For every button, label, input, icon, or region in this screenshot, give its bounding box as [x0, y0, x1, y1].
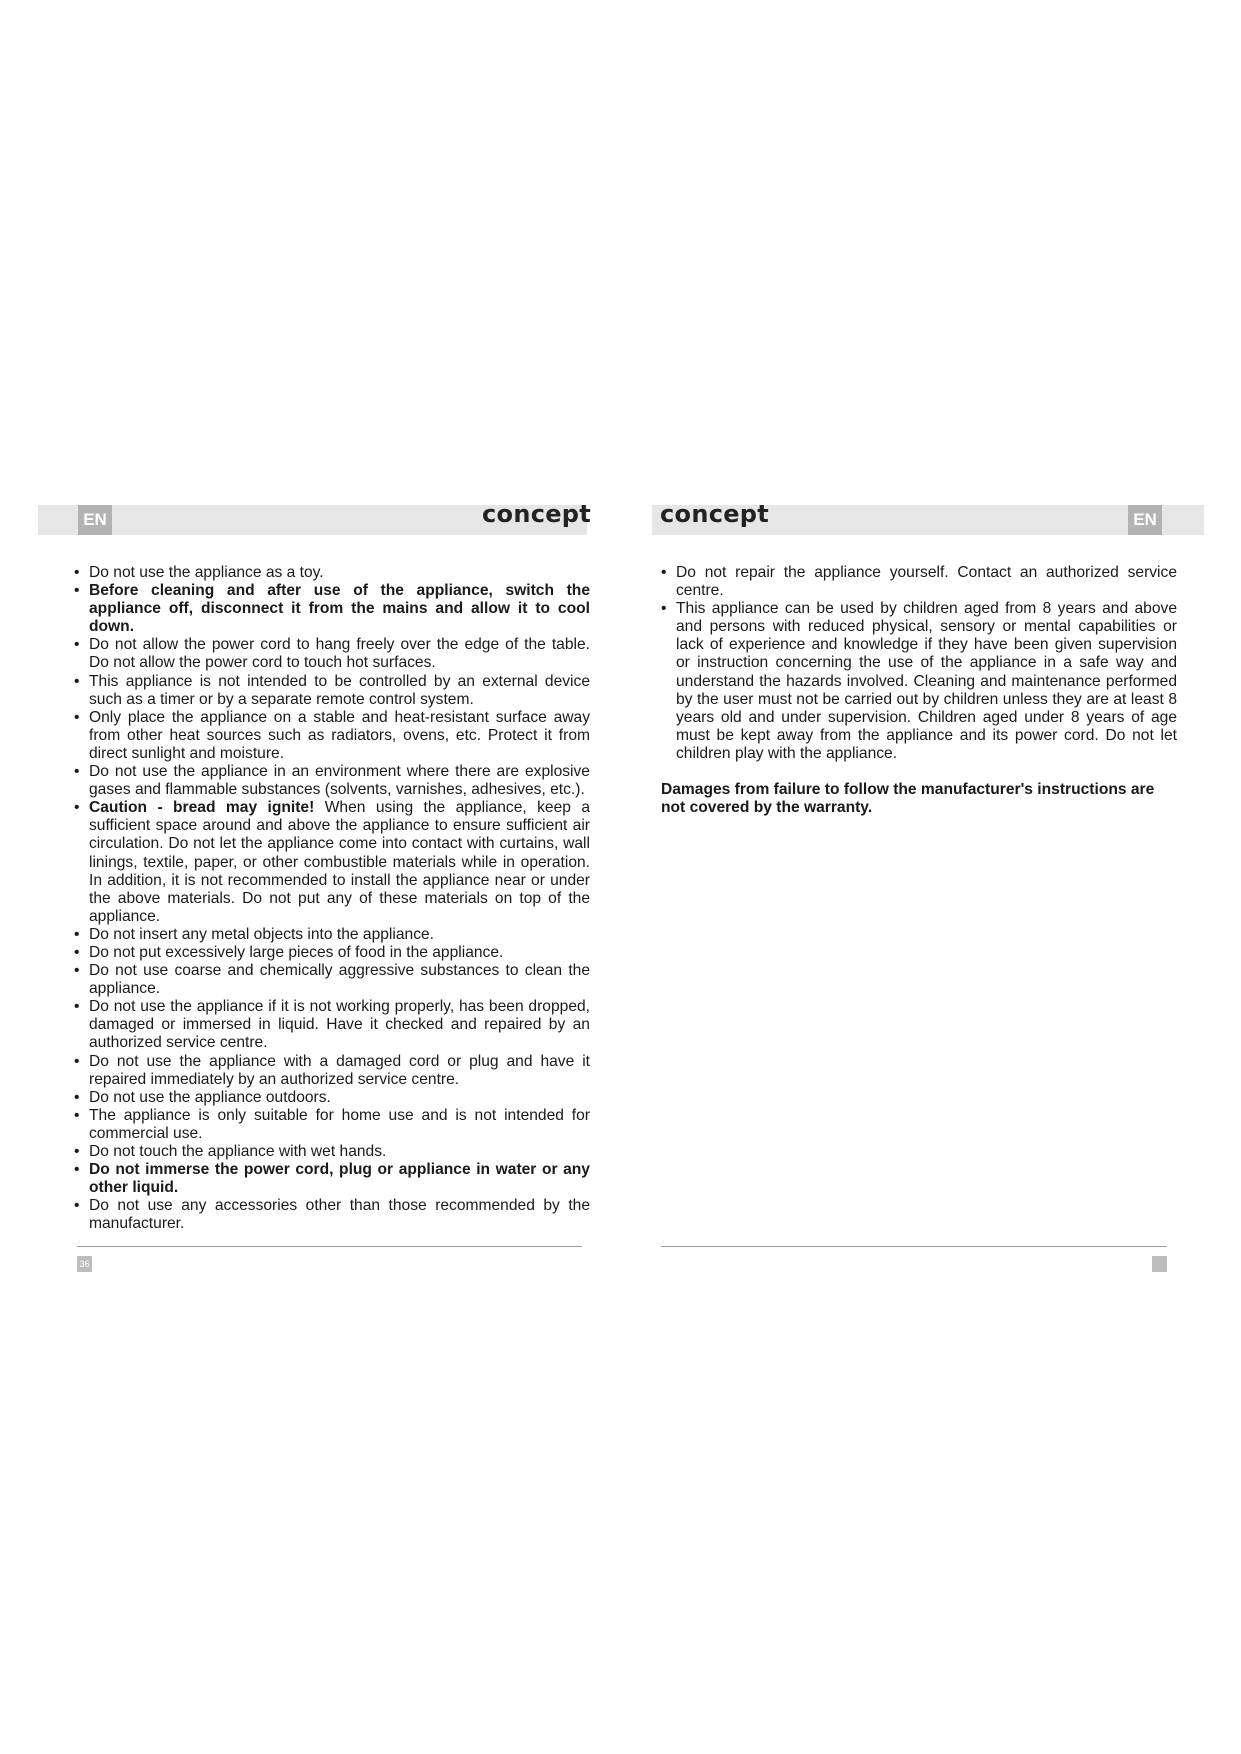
list-item — [74, 709, 590, 763]
item-text: Do not use the appliance if it is not working properly, has been dropped, damaged or immersed in liquid. Have it checked and repaired by an authorized service centre. — [89, 998, 590, 1052]
safety-list-right — [661, 564, 1177, 763]
footer-rule-right — [661, 1246, 1167, 1247]
item-text: Do not use the appliance in an environment where there are explosive gases and flammable substances (solvents, varnishes, adhesives, etc.). — [89, 763, 590, 799]
item-bold-text: Caution - bread may ignite! — [89, 799, 315, 817]
list-item — [661, 600, 1177, 763]
list-item — [661, 564, 1177, 600]
item-text: Do not use the appliance as a toy. — [89, 564, 324, 581]
item-text: Do not repair the appliance yourself. Contact an authorized service centre. — [676, 564, 1177, 600]
list-item — [74, 1089, 590, 1107]
list-item — [74, 1053, 590, 1089]
list-item — [74, 962, 590, 998]
list-item — [74, 998, 590, 1052]
item-text: Do not insert any metal objects into the appliance. — [89, 925, 434, 943]
list-item — [74, 582, 590, 636]
list-item — [74, 799, 590, 926]
item-text: Do not use the appliance outdoors. — [89, 1088, 331, 1106]
page-number-right — [1152, 1256, 1167, 1272]
brand-logo-right: concept — [660, 500, 770, 528]
list-item — [74, 1143, 590, 1161]
language-tag-left: EN — [78, 505, 112, 535]
item-text: This appliance is not intended to be controlled by an external device such as a timer or by a separate remote control system. — [89, 672, 590, 708]
safety-list-left — [74, 564, 590, 1233]
item-bold-text: Do not immerse the power cord, plug or appliance in water or any other liquid. — [89, 1161, 590, 1197]
warranty-notice: Damages from failure to follow the manufacturer's instructions are not covered by the warranty. — [661, 781, 1155, 817]
list-item — [74, 1161, 590, 1197]
item-text: When using the appliance, keep a sufficient space around and above the appliance to ensure sufficient air circulation. Do not let the appliance come into contact with curtains, wall linings, textile, paper, or other combustible materials while in operation. In addition, it is not recommended to install the appliance near or under the above materials. Do not put any of these materials on top of the appliance. — [89, 799, 590, 925]
list-item — [74, 1107, 590, 1143]
item-text: Do not use the appliance with a damaged cord or plug and have it repaired immediately by an authorized service centre. — [89, 1052, 590, 1088]
right-column — [661, 564, 1177, 817]
list-item — [74, 636, 590, 672]
list-item — [74, 564, 590, 582]
list-item — [74, 926, 590, 944]
list-item — [74, 1197, 590, 1233]
item-text: Do not use coarse and chemically aggressive substances to clean the appliance. — [89, 962, 590, 998]
footer-rule-left — [77, 1246, 582, 1247]
item-bold-text: Before cleaning and after use of the appliance, switch the appliance off, disconnect it from the mains and allow it to cool down. — [89, 582, 590, 636]
item-text: Do not allow the power cord to hang freely over the edge of the table. Do not allow the power cord to touch hot surfaces. — [89, 636, 590, 672]
page-number-left: 36 — [77, 1256, 92, 1272]
item-text: Do not put excessively large pieces of food in the appliance. — [89, 943, 504, 961]
brand-logo-left: concept — [482, 500, 592, 528]
item-text: Do not use any accessories other than those recommended by the manufacturer. — [89, 1197, 590, 1233]
item-text: Do not touch the appliance with wet hands. — [89, 1143, 387, 1160]
item-text: This appliance can be used by children aged from 8 years and above and persons with reduced physical, sensory or mental capabilities or lack of experience and knowledge if they have been given supervision or instruction concerning the use of the appliance in a safe way and understand the hazards involved. Cleaning and maintenance performed by the user must not be carried out by children unless they are at least 8 years old and under supervision. Children aged under 8 years of age must be kept away from the appliance and its power cord. Do not let children play with the appliance. — [676, 600, 1177, 762]
list-item — [74, 673, 590, 709]
item-text: The appliance is only suitable for home use and is not intended for commercial use. — [89, 1106, 590, 1142]
list-item — [74, 763, 590, 799]
language-tag-right: EN — [1128, 505, 1162, 535]
list-item — [74, 944, 590, 962]
left-column — [74, 564, 590, 1233]
item-text: Only place the appliance on a stable and heat-resistant surface away from other heat sources such as radiators, ovens, etc. Protect it from direct sunlight and moisture. — [89, 708, 590, 762]
